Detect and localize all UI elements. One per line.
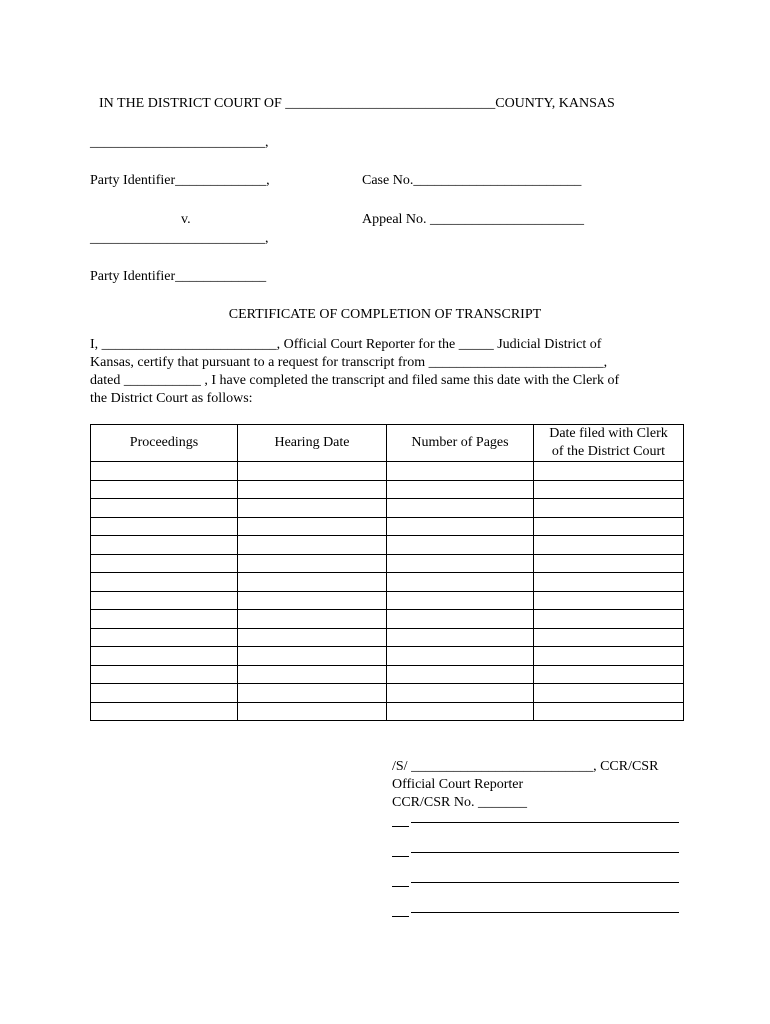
header-date-filed-line2: of the District Court	[551, 444, 666, 459]
cell-proceedings[interactable]	[91, 499, 238, 518]
address-line-3[interactable]	[411, 882, 679, 883]
table-header-row	[91, 425, 684, 462]
table-row	[91, 480, 684, 499]
table-body	[91, 462, 684, 721]
address-line-4[interactable]	[411, 912, 679, 913]
address-line-1[interactable]	[411, 822, 679, 823]
certificate-body-line-4: the District Court as follows:	[90, 391, 253, 406]
cell-number-of-pages[interactable]	[387, 684, 534, 703]
cell-date-filed[interactable]	[534, 702, 684, 721]
cell-date-filed[interactable]	[534, 480, 684, 499]
cell-number-of-pages[interactable]	[387, 610, 534, 629]
appeal-number-field[interactable]: Appeal No. ______________________	[362, 212, 585, 227]
table-row	[91, 536, 684, 555]
header-proceedings: Proceedings	[91, 425, 238, 462]
address-line-2[interactable]	[411, 852, 679, 853]
cell-proceedings[interactable]	[91, 628, 238, 647]
cell-hearing-date[interactable]	[238, 610, 387, 629]
cell-hearing-date[interactable]	[238, 554, 387, 573]
address-line-3-prefix	[392, 886, 409, 887]
signature-line[interactable]: /S/ __________________________, CCR/CSR	[392, 759, 659, 774]
cell-proceedings[interactable]	[91, 554, 238, 573]
certificate-body-line-3[interactable]: dated ___________ , I have completed the transcript and filed same this date with the Clerk of	[90, 373, 620, 388]
table-row	[91, 517, 684, 536]
court-heading: IN THE DISTRICT COURT OF ______________________________COUNTY, KANSAS	[99, 96, 615, 111]
cell-proceedings[interactable]	[91, 684, 238, 703]
cell-hearing-date[interactable]	[238, 647, 387, 666]
cell-hearing-date[interactable]	[238, 462, 387, 481]
table-row	[91, 665, 684, 684]
table-row	[91, 499, 684, 518]
cell-number-of-pages[interactable]	[387, 554, 534, 573]
cell-number-of-pages[interactable]	[387, 591, 534, 610]
cell-date-filed[interactable]	[534, 647, 684, 666]
certificate-body-line-1[interactable]: I, _________________________, Official Court Reporter for the _____ Judicial District of	[90, 337, 602, 352]
cell-date-filed[interactable]	[534, 499, 684, 518]
cell-number-of-pages[interactable]	[387, 628, 534, 647]
cell-date-filed[interactable]	[534, 554, 684, 573]
cell-number-of-pages[interactable]	[387, 480, 534, 499]
address-line-4-prefix	[392, 916, 409, 917]
cell-proceedings[interactable]	[91, 480, 238, 499]
header-date-filed-line1: Date filed with Clerk	[549, 426, 668, 441]
cell-proceedings[interactable]	[91, 573, 238, 592]
cell-date-filed[interactable]	[534, 684, 684, 703]
table-row	[91, 684, 684, 703]
transcript-table	[90, 424, 684, 721]
cell-hearing-date[interactable]	[238, 665, 387, 684]
reporter-role: Official Court Reporter	[392, 777, 524, 792]
cell-date-filed[interactable]	[534, 610, 684, 629]
table-row	[91, 462, 684, 481]
cell-date-filed[interactable]	[534, 665, 684, 684]
cell-date-filed[interactable]	[534, 573, 684, 592]
address-line-2-prefix	[392, 856, 409, 857]
cell-proceedings[interactable]	[91, 462, 238, 481]
header-hearing-date: Hearing Date	[238, 425, 387, 462]
cell-date-filed[interactable]	[534, 591, 684, 610]
cell-number-of-pages[interactable]	[387, 573, 534, 592]
cell-hearing-date[interactable]	[238, 536, 387, 555]
table-row	[91, 628, 684, 647]
cell-proceedings[interactable]	[91, 591, 238, 610]
address-line-1-prefix	[392, 826, 409, 827]
cell-hearing-date[interactable]	[238, 702, 387, 721]
party1-blank[interactable]: _________________________,	[90, 135, 269, 150]
certificate-body-line-2[interactable]: Kansas, certify that pursuant to a request for transcript from _________________________,	[90, 355, 608, 370]
cell-proceedings[interactable]	[91, 665, 238, 684]
ccr-number-field[interactable]: CCR/CSR No. _______	[392, 795, 527, 810]
cell-number-of-pages[interactable]	[387, 499, 534, 518]
cell-number-of-pages[interactable]	[387, 517, 534, 536]
table-row	[91, 702, 684, 721]
cell-hearing-date[interactable]	[238, 628, 387, 647]
cell-date-filed[interactable]	[534, 462, 684, 481]
table-row	[91, 573, 684, 592]
table-row	[91, 554, 684, 573]
case-number-field[interactable]: Case No.________________________	[362, 173, 582, 188]
versus-label: v.	[181, 212, 191, 227]
cell-hearing-date[interactable]	[238, 499, 387, 518]
cell-date-filed[interactable]	[534, 628, 684, 647]
header-number-of-pages: Number of Pages	[387, 425, 534, 462]
header-date-filed	[534, 425, 684, 462]
cell-hearing-date[interactable]	[238, 480, 387, 499]
party1-identifier[interactable]: Party Identifier_____________,	[90, 173, 270, 188]
cell-hearing-date[interactable]	[238, 591, 387, 610]
cell-hearing-date[interactable]	[238, 517, 387, 536]
cell-number-of-pages[interactable]	[387, 665, 534, 684]
party2-blank[interactable]: _________________________,	[90, 231, 269, 246]
cell-hearing-date[interactable]	[238, 684, 387, 703]
cell-proceedings[interactable]	[91, 702, 238, 721]
table-row	[91, 591, 684, 610]
cell-proceedings[interactable]	[91, 610, 238, 629]
cell-proceedings[interactable]	[91, 536, 238, 555]
party2-identifier[interactable]: Party Identifier_____________	[90, 269, 267, 284]
cell-number-of-pages[interactable]	[387, 462, 534, 481]
table-row	[91, 610, 684, 629]
cell-date-filed[interactable]	[534, 517, 684, 536]
cell-hearing-date[interactable]	[238, 573, 387, 592]
cell-date-filed[interactable]	[534, 536, 684, 555]
cell-number-of-pages[interactable]	[387, 647, 534, 666]
cell-number-of-pages[interactable]	[387, 702, 534, 721]
table-row	[91, 647, 684, 666]
certificate-title: CERTIFICATE OF COMPLETION OF TRANSCRIPT	[228, 307, 542, 322]
cell-number-of-pages[interactable]	[387, 536, 534, 555]
cell-proceedings[interactable]	[91, 647, 238, 666]
cell-proceedings[interactable]	[91, 517, 238, 536]
